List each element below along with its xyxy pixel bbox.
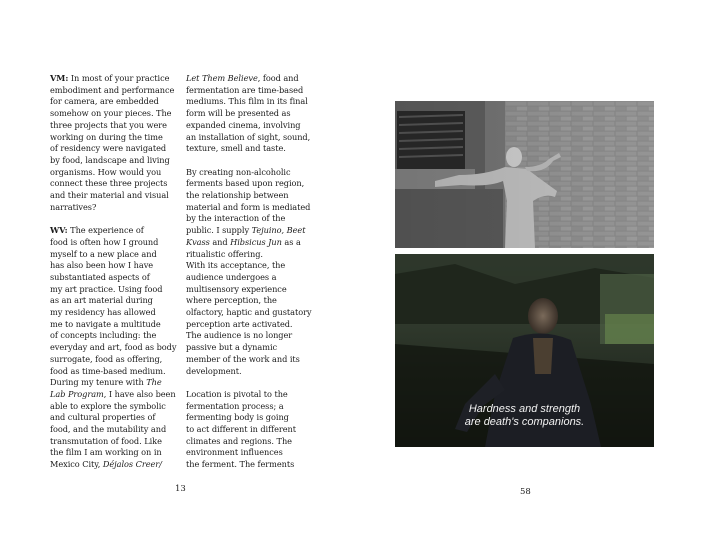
photo-woman-brick-wall [395,101,654,248]
photo-woman-brick-wall-image [395,101,654,248]
answer-paragraph: WV: The experience of food is often how I ground myself to a new place and has also been how I have substantiated aspects of my art practice. Using food as an art material during my residency has allowed me to navigate a multitude of concepts including: the everyday and art, food as body surrogate, food as offering, food as time-based medium. During my tenure with The Lab Program, I have also been able to explore the symbolic and cultural properties of food, and the mutability and transmutation of food. Like the film I am working on in Mexico City, Déjalos Creer/ [50,225,177,470]
text-column-middle [186,73,320,471]
page-number-right: 58 [520,487,531,497]
film-paragraph: Let Them Believe, food and fermentation are time-based mediums. This film in its final form will be presented as expanded cinema, involving an installation of sight, sound, texture, smell and taste. [186,73,311,154]
text-column-left [50,73,182,471]
film-subtitle-line-2: are death's companions. [464,416,585,428]
question-paragraph: VM: In most of your practice embodiment and performance for camera, are embedded somehow on your pieces. The three projects that you were working on during the time of residency were navigated by food, landscape and living organisms. How would you connect these three projects and their material and visual narratives? [50,73,175,212]
speaker-label-vm: VM: [50,73,69,83]
film-subtitle-line-1: Hardness and strength [468,403,581,415]
page-number-left: 13 [175,484,186,494]
ferments-paragraph: By creating non-alcoholic ferments based upon region, the relationship between material and form is mediated by the interaction of the public. I supply Tejuino, Beet Kvass and Hibsicus Jun as a ritualistic offering. With its acceptance, the audience undergoes a multisensory experience where perception, the olfactory, haptic and gustatory perception arte activated. The audience is no longer passive but a dynamic member of the work and its development. [186,166,312,376]
film-still [395,254,654,447]
location-paragraph: Location is pivotal to the fermentation process; a fermenting body is going to act different in different climates and regions. The environment influences the ferment. The ferments [186,388,297,470]
speaker-label-wv: WV: [50,225,68,236]
